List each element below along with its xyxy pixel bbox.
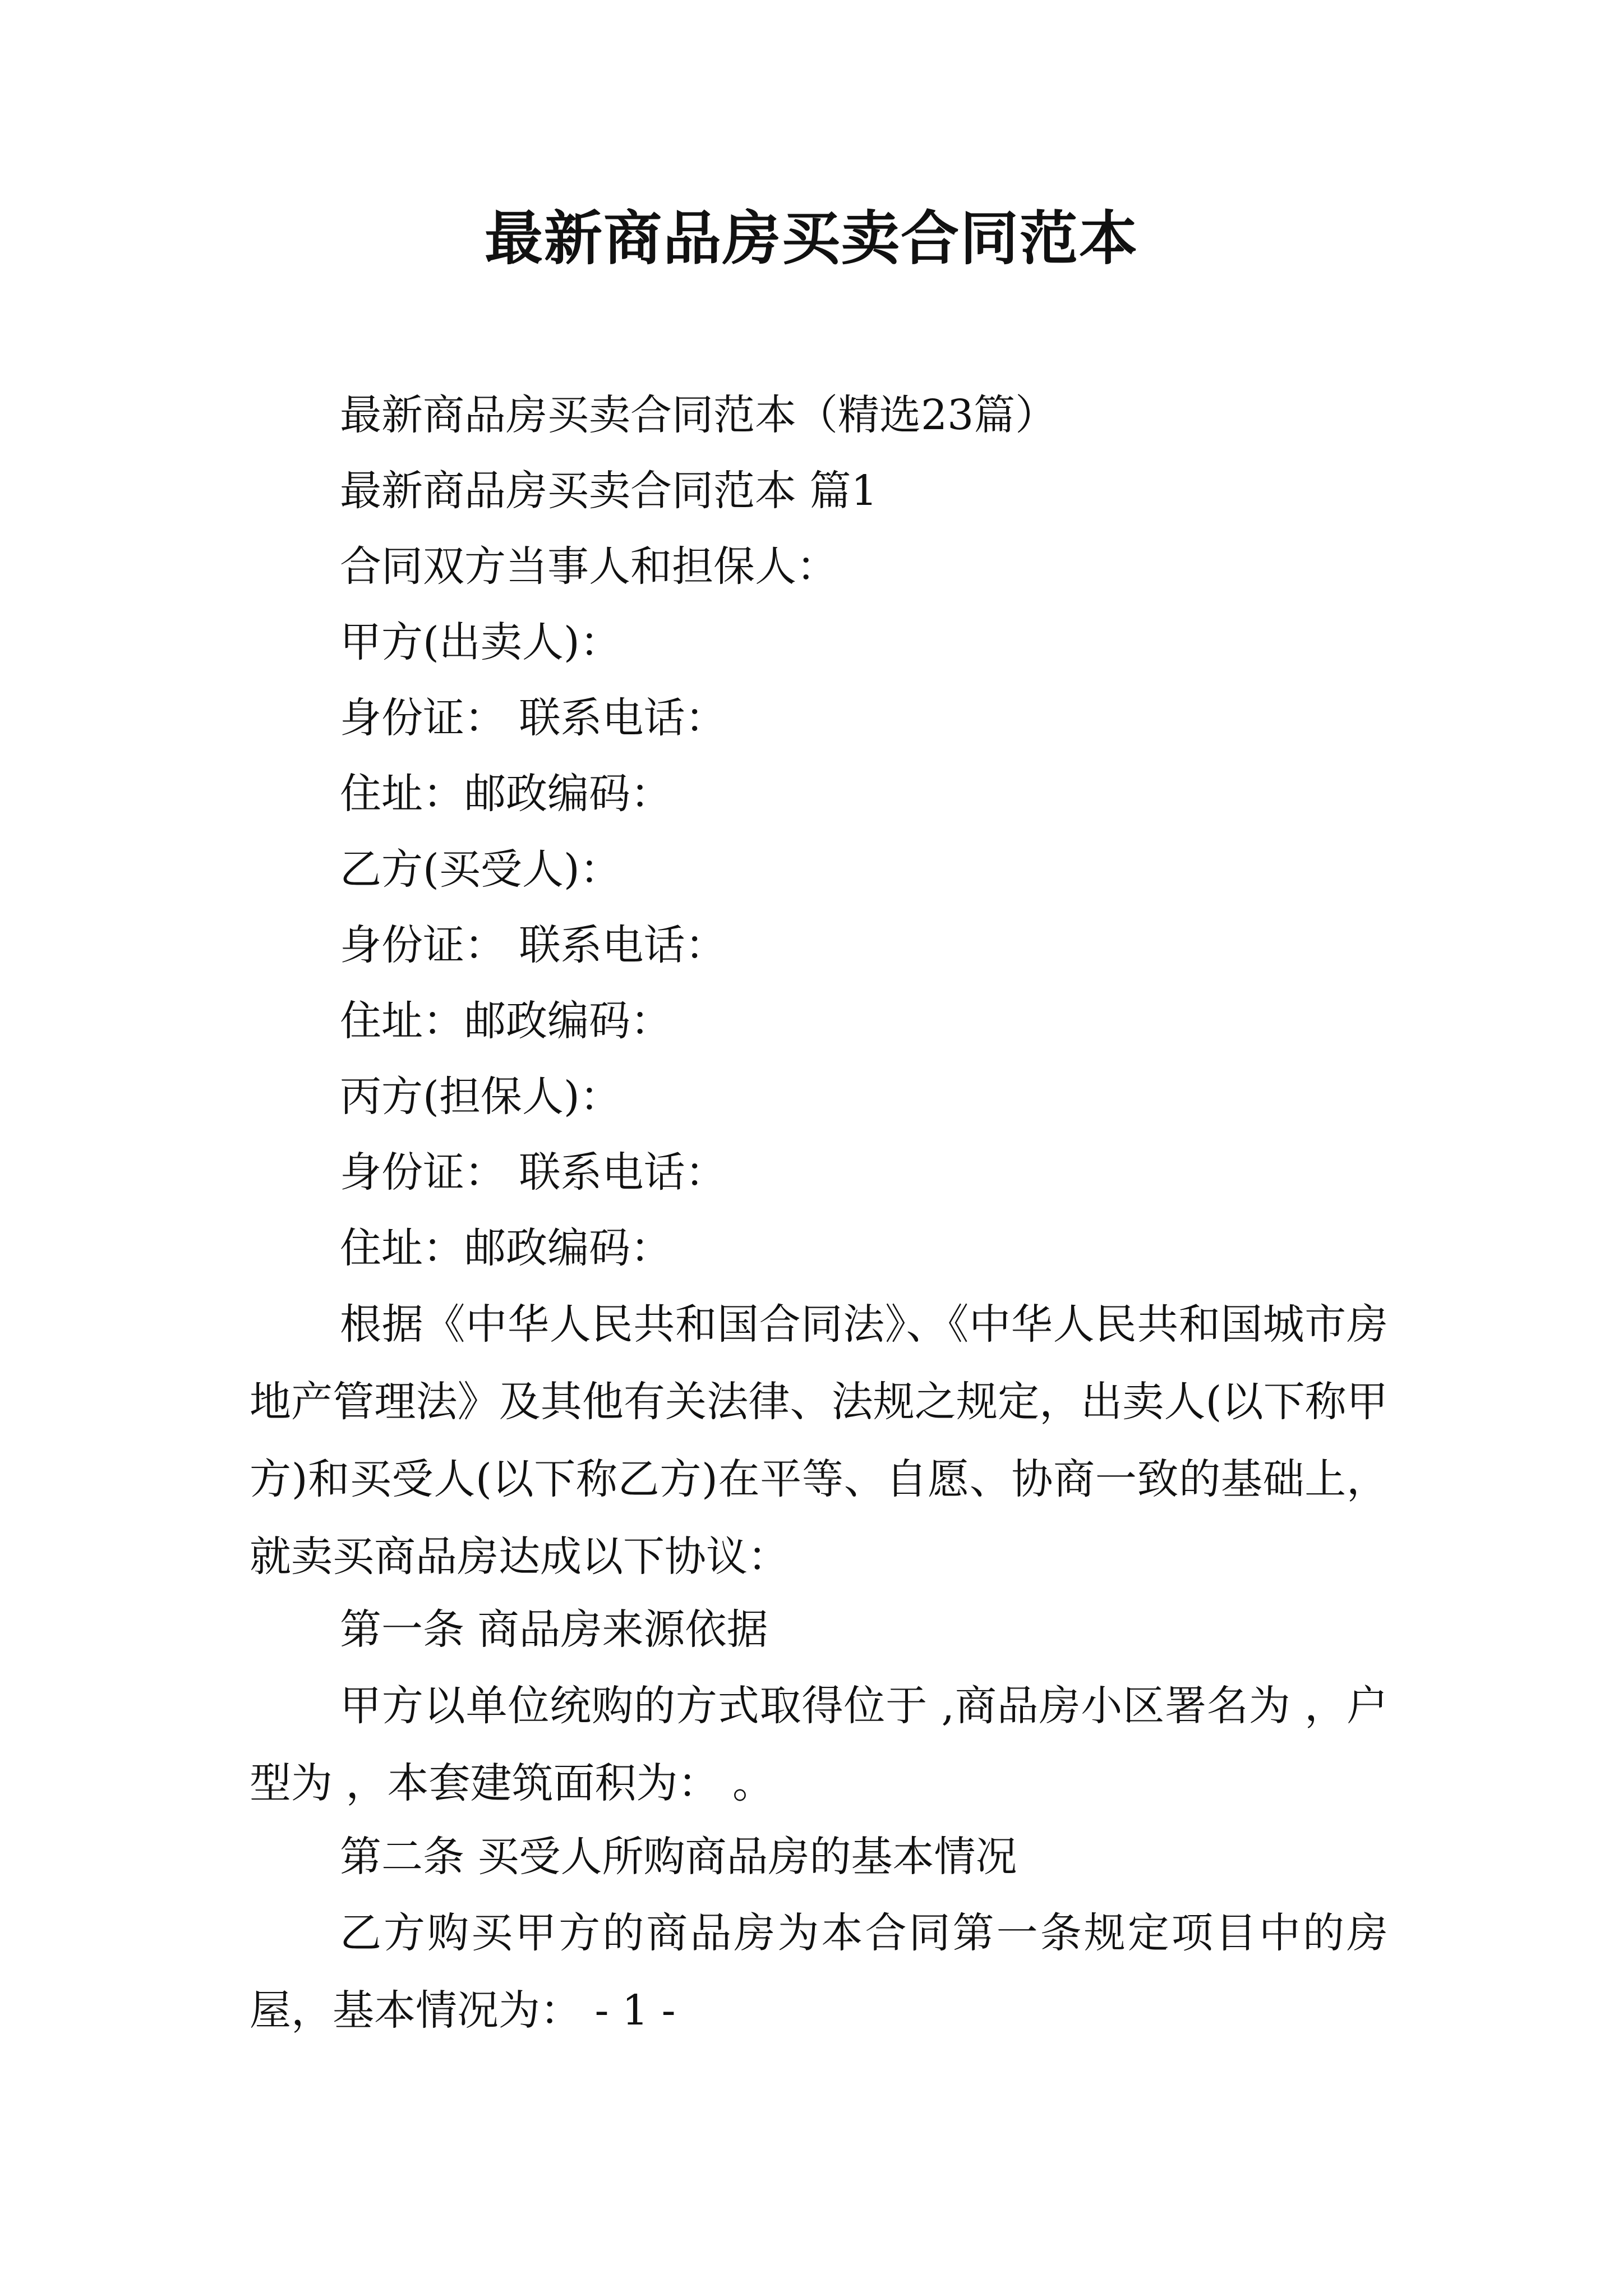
section-heading: 最新商品房买卖合同范本 篇1 (340, 467, 878, 515)
article-1-body: 甲方以单位统购的方式取得位于 ,商品房小区署名为 ，户型为 ，本套建筑面积为： 。 (250, 1682, 1388, 1807)
party-a-label: 甲方(出卖人)： (340, 618, 621, 666)
legal-basis-paragraph: 根据《中华人民共和国合同法》、《中华人民共和国城市房地产管理法》及其他有关法律、法规之规定，出卖人(以下称甲方)和买受人(以下称乙方)在平等、自愿、协商一致的基础上，就卖买商品房达成以下协议： (250, 1300, 1388, 1581)
party-b-address: 住址：邮政编码： (340, 997, 672, 1045)
article-1-heading: 第一条 商品房来源依据 (340, 1605, 768, 1654)
party-c-id-phone: 身份证： 联系电话： (340, 1148, 727, 1197)
article-2-body (250, 1894, 1388, 2049)
parties-heading: 合同双方当事人和担保人： (340, 542, 838, 591)
party-c-address: 住址：邮政编码： (340, 1224, 672, 1272)
party-c-label: 丙方(担保人)： (340, 1073, 621, 1121)
page-number: - 1 - (582, 1986, 676, 2035)
document-title: 最新商品房买卖合同范本 (484, 204, 1138, 273)
party-a-id-phone: 身份证： 联系电话： (340, 694, 727, 742)
article-2-heading: 第二条 买受人所购商品房的基本情况 (340, 1833, 1017, 1881)
article-2-text: 乙方购买甲方的商品房为本合同第一条规定项目中的房屋，基本情况为： (250, 1909, 1388, 2035)
party-b-id-phone: 身份证： 联系电话： (340, 921, 727, 969)
party-a-address: 住址：邮政编码： (340, 770, 672, 818)
party-b-label: 乙方(买受人)： (340, 845, 621, 894)
subtitle-line: 最新商品房买卖合同范本（精选23篇） (340, 391, 1057, 439)
